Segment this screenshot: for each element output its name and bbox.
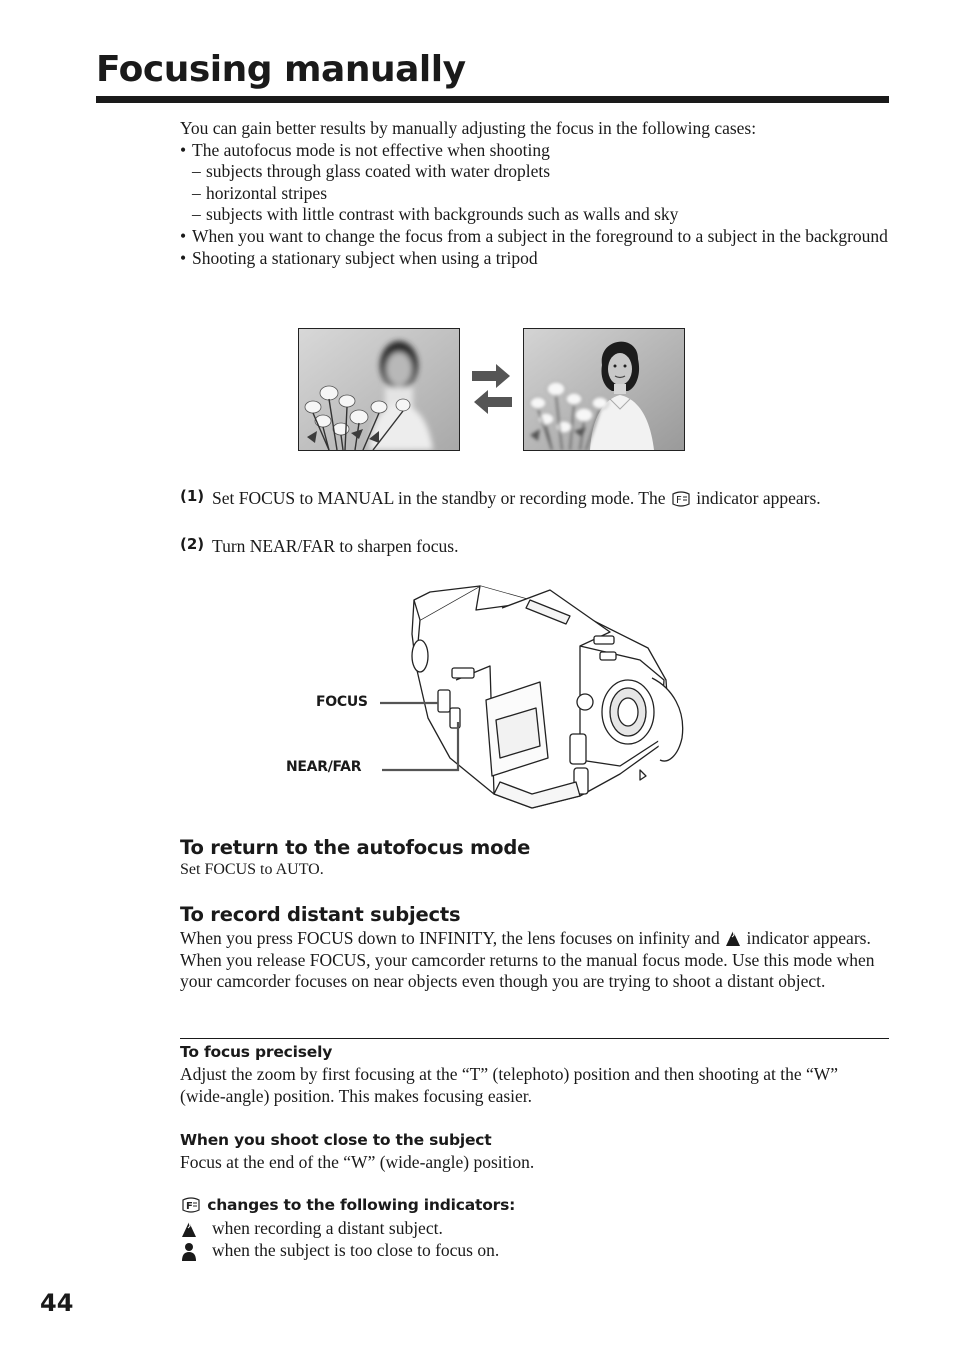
focus-precisely-text: Adjust the zoom by first focusing at the “T” (telephoto) position and then shooting at the “W” (wide-angle) position. This makes focusing easier.: [180, 1064, 839, 1106]
manual-focus-icon: [670, 491, 692, 507]
intro-section: [180, 118, 892, 269]
step-number: (2): [180, 535, 205, 553]
manual-focus-icon: [180, 1197, 202, 1213]
heading-indicator-changes: [180, 1196, 515, 1214]
step-number: (1): [180, 487, 205, 505]
notes-divider: [180, 1038, 889, 1039]
shoot-close-text: Focus at the end of the “W” (wide-angle) position.: [180, 1152, 535, 1172]
person-icon: [180, 1242, 198, 1262]
page-title: Focusing manually: [96, 49, 466, 90]
distant-text-part: When you press FOCUS down to INFINITY, the lens focuses on infinity and: [180, 928, 720, 948]
intro-bullet-text: When you want to change the focus from a subject in the foreground to a subject in the background: [192, 225, 888, 246]
title-rule: [96, 96, 889, 103]
step-1: [180, 486, 890, 510]
heading-distant-subjects: To record distant subjects: [180, 903, 461, 926]
distant-subjects-text: [180, 928, 880, 993]
distant-text-part: indicator appears. When you release FOCUS, your camcorder returns to the manual focus mode. Use this mode when your camcorder focuses on near objects even though you are trying to shoot a distant object.: [180, 928, 875, 992]
intro-bullet: • When you want to change the focus from a subject in the foreground to a subject in the background: [180, 225, 888, 246]
indicator-item-text: when the subject is too close to focus on.: [212, 1240, 500, 1260]
callout-near-far: NEAR/FAR: [286, 759, 362, 775]
mountain-icon: [180, 1220, 198, 1238]
indicator-item: [180, 1240, 499, 1262]
mountain-icon: [724, 929, 742, 947]
intro-subitem: – subjects with little contrast with backgrounds such as walls and sky: [192, 204, 679, 225]
intro-lead: You can gain better results by manually adjusting the focus in the following cases:: [180, 118, 757, 138]
intro-bullet-text: The autofocus mode is not effective when shooting: [192, 139, 550, 160]
step-text: Turn NEAR/FAR to sharpen focus.: [212, 536, 459, 556]
heading-shoot-close: When you shoot close to the subject: [180, 1131, 492, 1149]
blurred-photo: [298, 328, 460, 451]
indicator-changes-label: changes to the following indicators:: [207, 1196, 516, 1214]
intro-subitem-text: subjects through glass coated with water droplets: [206, 161, 551, 182]
indicator-item-text: when recording a distant subject.: [212, 1218, 443, 1238]
intro-bullet: • The autofocus mode is not effective when shooting: [180, 139, 550, 160]
intro-bullet: • Shooting a stationary subject when using a tripod: [180, 247, 538, 268]
return-autofocus-text: Set FOCUS to AUTO.: [180, 861, 324, 878]
heading-return-autofocus: To return to the autofocus mode: [180, 836, 531, 859]
svg-text:F: F: [186, 1201, 193, 1212]
page-number: 44: [40, 1289, 74, 1317]
heading-focus-precisely: To focus precisely: [180, 1043, 333, 1061]
step-text: indicator appears.: [696, 488, 821, 508]
intro-subitem-text: horizontal stripes: [206, 182, 328, 203]
step-text: Set FOCUS to MANUAL in the standby or recording mode. The: [212, 488, 666, 508]
intro-subitem-text: subjects with little contrast with backgrounds such as walls and sky: [206, 204, 679, 225]
step-2: [180, 534, 890, 558]
swap-arrows-icon: [470, 362, 514, 416]
indicator-item: [180, 1218, 443, 1240]
svg-text:F: F: [675, 495, 682, 506]
callout-focus: FOCUS: [316, 694, 368, 710]
intro-bullet-text: Shooting a stationary subject when using a tripod: [192, 247, 538, 268]
intro-subitem: – subjects through glass coated with water droplets: [192, 161, 551, 182]
sharp-photo: [523, 328, 685, 451]
intro-subitem: – horizontal stripes: [192, 182, 328, 203]
